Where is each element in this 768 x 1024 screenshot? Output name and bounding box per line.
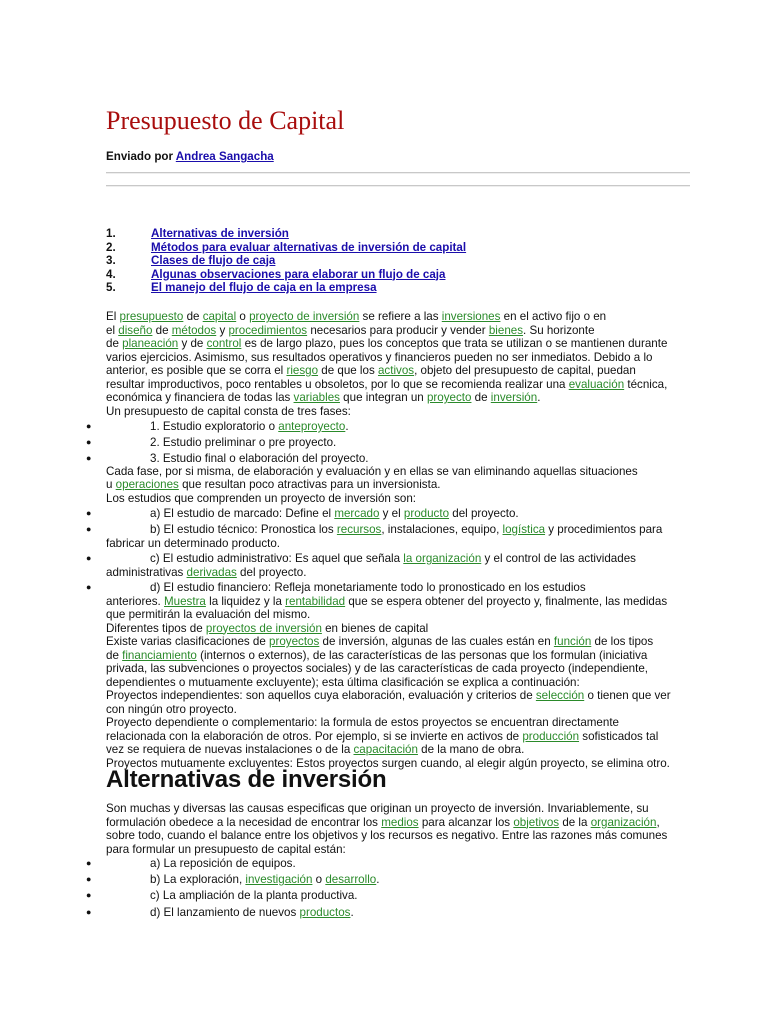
list-bullet: ● [86, 553, 92, 563]
text-line [150, 436, 336, 450]
text-run: u [106, 478, 116, 491]
text-run: de [106, 337, 123, 350]
text-line: Cada fase, por si misma, de elaboración y evaluación y en ellas se van eliminando aquellas situaciones [106, 464, 638, 478]
page-title: Presupuesto de Capital [106, 106, 345, 135]
inline-link[interactable]: inversión [490, 391, 538, 404]
inline-link[interactable]: operaciones [115, 478, 179, 491]
text-line: fabricar un determinado producto. [106, 536, 281, 550]
text-run: en bienes de capital [321, 621, 429, 635]
text-line [150, 889, 358, 903]
text-line [106, 816, 660, 830]
text-run: que resultan poco atractivas para un inversionista. [178, 478, 441, 491]
inline-link[interactable]: selección [535, 689, 585, 702]
text-line: privada, las subvenciones o proyectos sociales) y de las características de cada proyecto (independiente, [106, 662, 648, 675]
text-run: a) El estudio de marcado: Define el [150, 507, 335, 520]
inline-link[interactable]: rentabilidad [285, 594, 346, 608]
text-line: Proyecto dependiente o complementario: la formula de estos proyectos se encuentran directamente [106, 716, 619, 729]
text-run: resultar improductivos, poco rentables u obsoletos, por lo que se recomienda realizar una [106, 377, 569, 391]
inline-link[interactable]: control [206, 337, 242, 350]
text-line [106, 478, 441, 492]
text-line: que permitirán la evaluación del mismo. [106, 608, 311, 621]
list-bullet: ● [86, 907, 92, 917]
text-run: d) El lanzamiento de nuevos [150, 906, 300, 919]
text-line [106, 649, 647, 663]
text-line: Un presupuesto de capital consta de tres fases: [106, 404, 351, 418]
text-run: de inversión, algunas de las cuales están en [319, 635, 554, 648]
list-bullet: ● [86, 421, 92, 431]
text-run: la liquidez y la [205, 594, 286, 608]
text-line [150, 906, 354, 920]
inline-link[interactable]: Muestra [164, 594, 206, 608]
text-run: o tienen que ver [584, 689, 671, 702]
toc-number: 5. [106, 281, 116, 294]
text-run: b) La exploración, [150, 873, 246, 886]
inline-link[interactable]: variables [293, 391, 340, 404]
text-run: que se espera obtener del proyecto y, finalmente, las medidas [345, 594, 668, 608]
text-run: técnica, [624, 377, 668, 391]
text-line [106, 378, 667, 392]
text-run: . Su horizonte [523, 323, 595, 337]
list-bullet: ● [86, 858, 92, 868]
text-run: . [537, 391, 541, 404]
text-run: sofisticados tal [579, 729, 659, 743]
text-run: Diferentes tipos de [106, 621, 206, 635]
inline-link[interactable]: la organización [403, 552, 482, 565]
inline-link[interactable]: mercado [334, 507, 380, 520]
inline-link[interactable]: productos [299, 906, 351, 919]
text-run: . [350, 906, 354, 919]
inline-link[interactable]: objetivos [513, 815, 560, 829]
text-run: de [152, 323, 172, 337]
text-run: c) El estudio administrativo: Es aquel que señala [150, 552, 404, 565]
text-run: y procedimientos para [545, 523, 663, 536]
text-run: . [376, 873, 380, 886]
inline-link[interactable]: medios [381, 815, 419, 829]
text-run: del proyecto. [236, 565, 307, 579]
text-run: que integran un [339, 391, 427, 404]
inline-link[interactable]: función [553, 635, 592, 648]
text-run: administrativas [106, 565, 187, 579]
text-line [106, 337, 667, 351]
text-run: (internos o externos), de las características de las personas que los formulan (iniciativa [196, 648, 648, 662]
list-bullet: ● [86, 582, 92, 592]
text-line: sobre todo, cuando el balance entre los objetivos y los recursos es negativo. Entre las razones más comunes [106, 829, 668, 842]
inline-link[interactable]: proyecto [426, 391, 472, 404]
text-run: Existe varias clasificaciones de [106, 635, 270, 648]
text-run: de que los [318, 364, 378, 377]
text-line: con ningún otro proyecto. [106, 702, 237, 716]
list-bullet: ● [86, 524, 92, 534]
inline-link[interactable]: activos [377, 364, 415, 377]
toc-link[interactable]: Algunas observaciones para elaborar un flujo de caja [151, 267, 446, 281]
text-line [106, 364, 636, 378]
text-run: 1. Estudio exploratorio o [150, 420, 279, 433]
inline-link[interactable]: anteproyecto [278, 420, 346, 433]
inline-link[interactable]: presupuesto [119, 310, 184, 323]
inline-link[interactable]: recursos [336, 523, 382, 536]
inline-link[interactable]: capacitación [353, 743, 418, 756]
inline-link[interactable]: evaluación [568, 377, 625, 391]
text-run: El [106, 310, 120, 323]
list-bullet: ● [86, 890, 92, 900]
inline-link[interactable]: proyectos [269, 635, 320, 648]
text-line: para formular un presupuesto de capital están: [106, 842, 346, 856]
inline-link[interactable]: desarrollo [325, 873, 377, 886]
inline-link[interactable]: bienes [488, 323, 524, 337]
toc-number: 3. [106, 254, 116, 267]
list-bullet: ● [86, 874, 92, 884]
toc-link[interactable]: Clases de flujo de caja [151, 254, 276, 267]
text-run: de los tipos [591, 635, 654, 648]
text-run: o [312, 873, 326, 886]
text-line: Son muchas y diversas las causas especificas que originan un proyecto de inversión. Invariablemente, su [106, 802, 649, 815]
list-bullet: ● [86, 437, 92, 447]
text-line [106, 324, 595, 338]
text-line: d) El estudio financiero: Refleja monetariamente todo lo pronosticado en los estudios [150, 581, 586, 594]
text-run: , [656, 815, 660, 829]
text-run: de [471, 391, 491, 404]
text-run: o [236, 310, 250, 323]
byline-prefix: Enviado por [106, 150, 176, 163]
text-run: en el activo fijo o en [500, 310, 607, 323]
text-run: es de largo plazo, pues los conceptos que trata se utilizan o se mantienen durante [241, 337, 668, 350]
byline [106, 150, 274, 163]
text-run: anteriores. [106, 594, 164, 608]
text-run: a) La reposición de equipos. [150, 857, 296, 870]
text-run: , objeto del presupuesto de capital, puedan [414, 364, 636, 377]
text-run: Proyectos independientes: son aquellos cuya elaboración, evaluación y criterios de [106, 689, 536, 702]
text-run: para alcanzar los [418, 815, 514, 829]
toc-link[interactable]: El manejo del flujo de caja en la empresa [151, 281, 377, 294]
text-run: c) La ampliación de la planta productiva. [150, 889, 358, 902]
inline-link[interactable]: capital [202, 310, 237, 323]
text-line [150, 507, 519, 521]
inline-link[interactable]: logística [502, 523, 546, 536]
text-run: . [345, 420, 349, 433]
text-line [106, 622, 428, 636]
text-line [106, 595, 667, 609]
inline-link[interactable]: organización [590, 815, 657, 829]
text-run: económica y financiera de todas las [106, 391, 294, 404]
text-run: y el control de las actividades [481, 552, 636, 565]
text-line [106, 391, 540, 405]
toc-link[interactable]: Alternativas de inversión [151, 227, 289, 240]
text-line [106, 743, 524, 757]
text-run: relacionada con la elaboración de otros. Por ejemplo, si se invierte en activos de [106, 729, 523, 743]
text-line [150, 552, 636, 566]
text-run: 2. Estudio preliminar o pre proyecto. [150, 436, 337, 449]
text-run: y el [379, 507, 404, 520]
text-run: necesarios para producir y vender [307, 323, 489, 337]
text-line [106, 310, 606, 324]
inline-link[interactable]: planeación [122, 337, 179, 350]
list-bullet: ● [86, 508, 92, 518]
text-line [106, 566, 306, 580]
toc-number: 4. [106, 267, 116, 281]
section-heading: Alternativas de inversión [106, 766, 387, 793]
toc-number: 2. [106, 240, 116, 254]
inline-link[interactable]: investigación [245, 873, 313, 886]
text-line: varios ejercicios. Asimismo, sus resultados operativos y financieros pueden no ser inmediatos. Debido a lo [106, 350, 653, 364]
toc-number: 1. [106, 227, 116, 240]
inline-link[interactable]: riesgo [286, 364, 319, 377]
text-line [150, 452, 369, 466]
text-line [150, 420, 349, 434]
text-run: de [183, 310, 203, 323]
text-run: y [216, 323, 229, 337]
inline-link[interactable]: métodos [171, 323, 217, 337]
inline-link[interactable]: derivadas [186, 565, 237, 579]
author-link[interactable]: Andrea Sangacha [175, 150, 274, 163]
inline-link[interactable]: diseño [118, 323, 153, 337]
text-run: de [106, 648, 123, 662]
text-line [150, 857, 296, 871]
inline-link[interactable]: procedimientos [228, 323, 308, 337]
text-line [106, 730, 658, 744]
inline-link[interactable]: inversiones [441, 310, 501, 323]
text-run: de la mano de obra. [417, 743, 525, 756]
text-run: y de [178, 337, 207, 350]
text-line [150, 873, 379, 887]
text-run: b) El estudio técnico: Pronostica los [150, 523, 337, 536]
text-line [150, 523, 662, 537]
text-run: el [106, 323, 119, 337]
inline-link[interactable]: producto [403, 507, 450, 520]
inline-link[interactable]: proyecto de inversión [249, 310, 360, 323]
text-line: Los estudios que comprenden un proyecto de inversión son: [106, 491, 417, 505]
text-run: formulación obedece a la necesidad de encontrar los [106, 815, 382, 829]
text-run: vez se requiera de nuevas instalaciones o de la [106, 743, 354, 756]
text-run: se refiere a las [359, 310, 442, 323]
divider [106, 185, 690, 187]
text-line: Proyectos mutuamente excluyentes: Estos proyectos surgen cuando, al elegir algún proyecto, se elimina otro. [106, 756, 670, 770]
text-run: del proyecto. [449, 507, 519, 520]
inline-link[interactable]: proyectos de inversión [205, 621, 322, 635]
text-line [106, 689, 671, 703]
text-run: anterior, es posible que se corra el [106, 364, 287, 377]
divider [106, 172, 690, 174]
text-run: 3. Estudio final o elaboración del proyecto. [150, 452, 369, 465]
inline-link[interactable]: producción [522, 729, 580, 743]
list-bullet: ● [86, 453, 92, 463]
inline-link[interactable]: financiamiento [122, 648, 197, 662]
text-run: de la [559, 815, 591, 829]
text-run: , instalaciones, equipo, [381, 523, 503, 536]
toc-link[interactable]: Métodos para evaluar alternativas de inversión de capital [151, 240, 467, 254]
text-line: dependientes o mutuamente excluyente); esta última clasificación se explica a continuación: [106, 675, 580, 689]
text-line [106, 635, 653, 649]
